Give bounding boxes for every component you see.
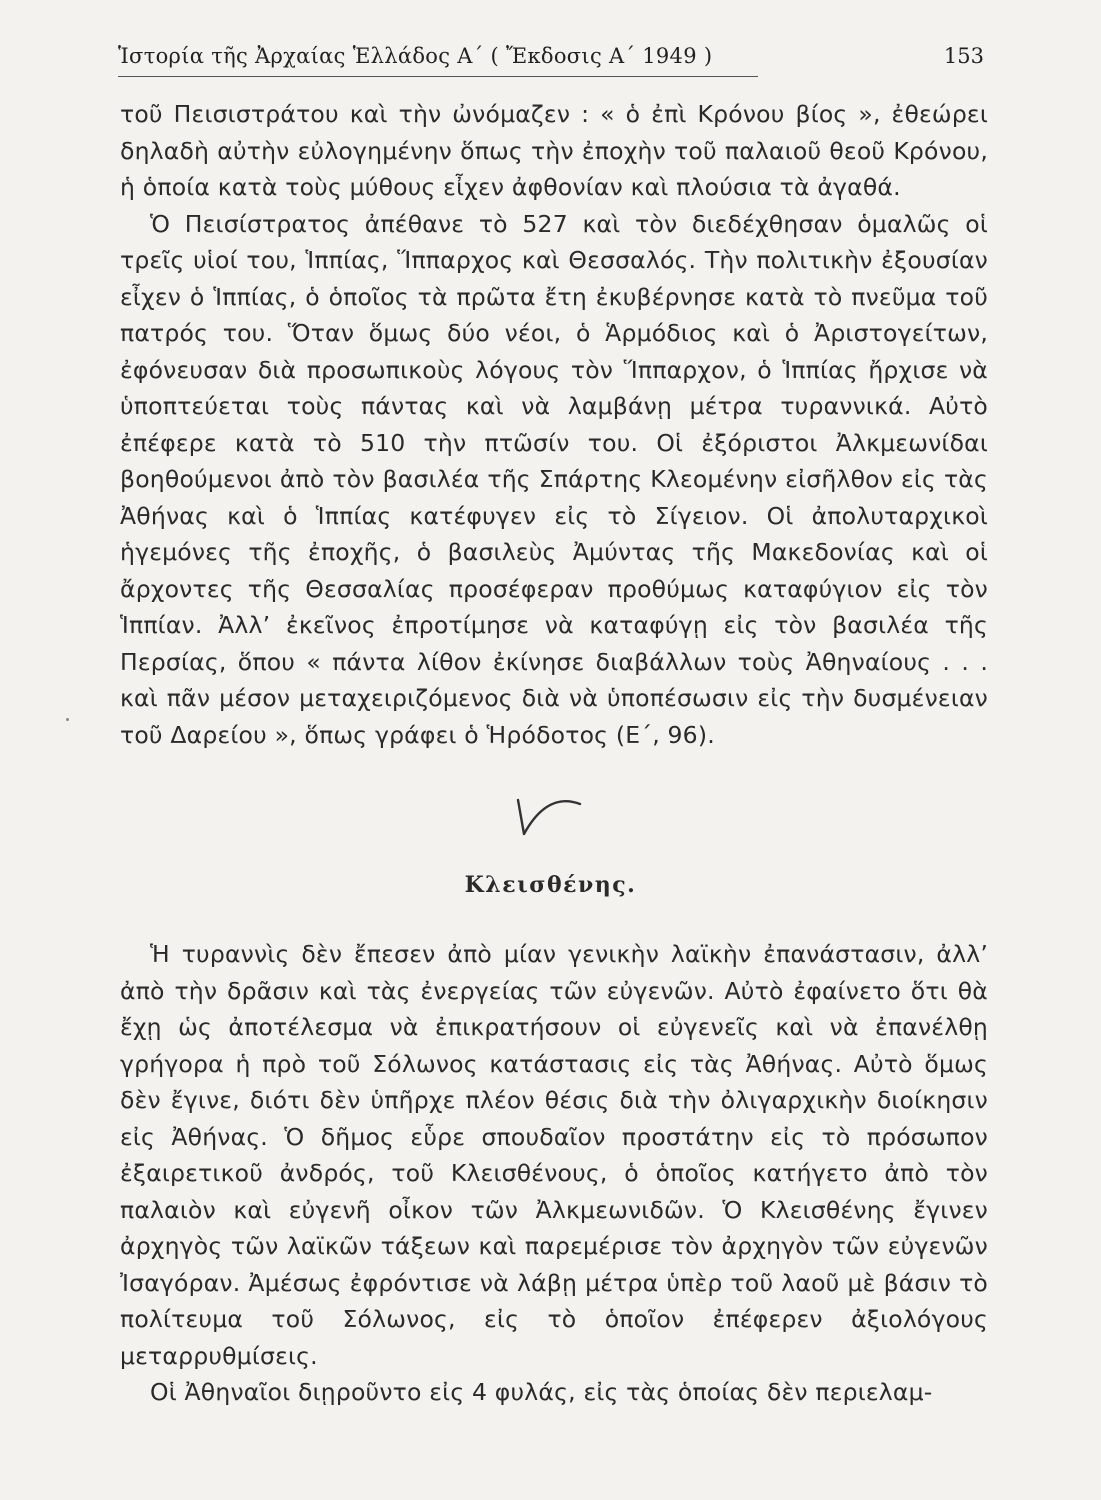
header-rule (118, 76, 758, 77)
text-block-cleisthenes (120, 936, 988, 1411)
text-block-pisistratids (120, 96, 988, 753)
running-title: Ἱστορία τῆς Ἀρχαίας Ἑλλάδος Α΄ ( Ἔκδοσις Α΄ 1949 ) (118, 44, 713, 68)
paragraph: Ἡ τυραννὶς δὲν ἔπεσεν ἀπὸ μίαν γενικὴν λαϊκὴν ἐπανάστασιν, ἀλλ’ ἀπὸ τὴν δρᾶσιν καὶ τὰς ἐνεργείας τῶν εὐγενῶν. Αὐτὸ ἐφαίνετο ὅτι θὰ ἔχῃ ὡς ἀποτέλεσμα νὰ ἐπικρατήσουν οἱ εὐγενεῖς καὶ νὰ ἐπανέλθῃ γρήγορα ἡ πρὸ τοῦ Σόλωνος κατάστασις εἰς τὰς Ἀθήνας. Αὐτὸ ὅμως δὲν ἔγινε, διότι δὲν ὑπῆρχε πλέον θέσις διὰ τὴν ὀλιγαρχικὴν διοίκησιν εἰς Ἀθήνας. Ὁ δῆμος εὗρε σπουδαῖον προστάτην εἰς τὸ πρόσωπον ἐξαιρετικοῦ ἀνδρός, τοῦ Κλεισθένους, ὁ ὁποῖος κατήγετο ἀπὸ τὸν παλαιὸν καὶ εὐγενῆ οἶκον τῶν Ἀλκμεωνιδῶν. Ὁ Κλεισθένης ἔγινεν ἀρχηγὸς τῶν λαϊκῶν τάξεων καὶ παρεμέρισε τὸν ἀρχηγὸν τῶν εὐγενῶν Ἰσαγόραν. Ἀμέσως ἐφρόντισε νὰ λάβῃ μέτρα ὑπὲρ τοῦ λαοῦ μὲ βάσιν τὸ πολίτευμα τοῦ Σόλωνος, εἰς τὸ ὁποῖον ἐπέφερεν ἀξιολόγους μεταρρυθμίσεις. (120, 940, 988, 1370)
page-number: 153 (943, 44, 984, 68)
paragraph: τοῦ Πεισιστράτου καὶ τὴν ὠνόμαζεν : « ὁ ἐπὶ Κρόνου βίος », ἐθεώρει δηλαδὴ αὐτὴν εὐλογημένην ὅπως τὴν ἐποχὴν τοῦ παλαιοῦ θεοῦ Κρόνου, ἡ ὁποία κατὰ τοὺς μύθους εἶχεν ἀφθονίαν καὶ πλούσια τὰ ἀγαθά. (120, 100, 988, 201)
section-heading: Κλεισθένης. (464, 872, 637, 898)
margin-mark (66, 718, 69, 721)
handwritten-checkmark-icon (514, 782, 586, 842)
paragraph: Ὁ Πεισίστρατος ἀπέθανε τὸ 527 καὶ τὸν διεδέχθησαν ὁμαλῶς οἱ τρεῖς υἱοί του, Ἱππίας, Ἵππαρχος καὶ Θεσσαλός. Τὴν πολιτικὴν ἐξουσίαν εἶχεν ὁ Ἱππίας, ὁ ὁποῖος τὰ πρῶτα ἔτη ἐκυβέρνησε κατὰ τὸ πνεῦμα τοῦ πατρός του. Ὅταν ὅμως δύο νέοι, ὁ Ἁρμόδιος καὶ ὁ Ἀριστογείτων, ἐφόνευσαν διὰ προσωπικοὺς λόγους τὸν Ἵππαρχον, ὁ Ἱππίας ἤρχισε νὰ ὑποπτεύεται τοὺς πάντας καὶ νὰ λαμβάνῃ μέτρα τυραννικά. Αὐτὸ ἐπέφερε κατὰ τὸ 510 τὴν πτῶσίν του. Οἱ ἐξόριστοι Ἀλκμεωνίδαι βοηθούμενοι ἀπὸ τὸν βασιλέα τῆς Σπάρτης Κλεομένην εἰσῆλθον εἰς τὰς Ἀθήνας καὶ ὁ Ἱππίας κατέφυγεν εἰς τὸ Σίγειον. Οἱ ἀπολυταρχικοὶ ἡγεμόνες τῆς ἐποχῆς, ὁ βασιλεὺς Ἀμύντας τῆς Μακεδονίας καὶ οἱ ἄρχοντες τῆς Θεσσαλίας προσέφεραν προθύμως καταφύγιον εἰς τὸν Ἱππίαν. Ἀλλ’ ἐκεῖνος ἐπροτίμησε νὰ καταφύγῃ εἰς τὸν βασιλέα τῆς Περσίας, ὅπου « πάντα λίθον ἐκίνησε διαβάλλων τοὺς Ἀθηναίους . . . καὶ πᾶν μέσον μεταχειριζόμενος διὰ νὰ ὑποπέσωσιν εἰς τὴν δυσμένειαν τοῦ Δαρείου », ὅπως γράφει ὁ Ἡρόδοτος (Ε΄, 96). (120, 209, 988, 749)
running-head (118, 44, 984, 84)
paragraph: Οἱ Ἀθηναῖοι διῃροῦντο εἰς 4 φυλάς, εἰς τὰς ὁποίας δὲν περιελαμ- (150, 1378, 933, 1406)
